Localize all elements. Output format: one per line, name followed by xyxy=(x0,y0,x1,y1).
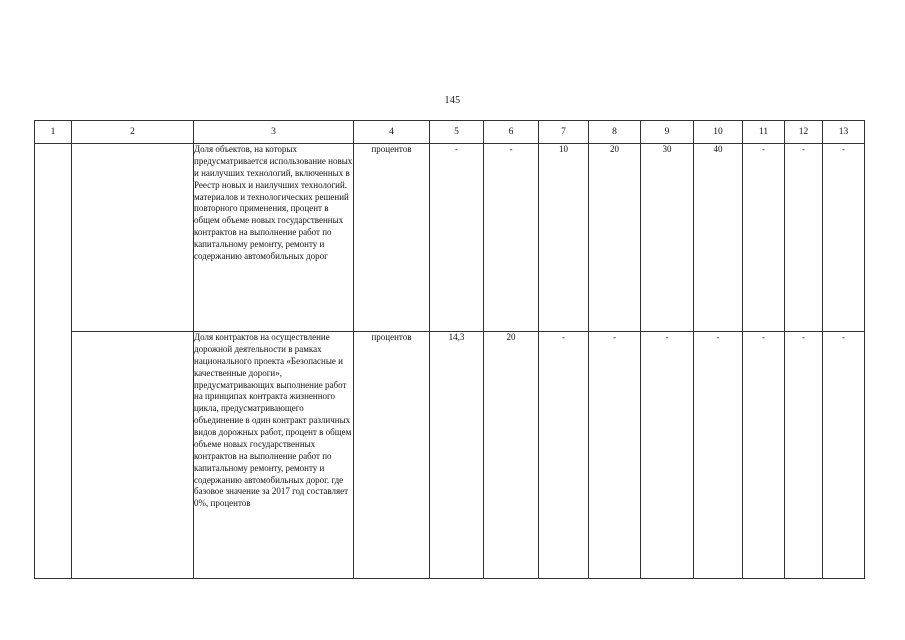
column-header: 3 xyxy=(194,121,354,144)
column-header: 6 xyxy=(484,121,539,144)
unit-cell: процентов xyxy=(354,144,430,332)
table-row xyxy=(35,144,865,332)
value-cell: - xyxy=(430,144,484,332)
table-cell xyxy=(72,144,194,332)
merged-number-cell xyxy=(35,144,72,579)
value-cell: - xyxy=(785,332,823,579)
column-header: 12 xyxy=(785,121,823,144)
column-header: 7 xyxy=(539,121,589,144)
value-cell: - xyxy=(484,144,539,332)
value-cell: - xyxy=(823,332,865,579)
value-cell: - xyxy=(694,332,743,579)
value-cell: 20 xyxy=(589,144,641,332)
column-header: 5 xyxy=(430,121,484,144)
value-cell: 30 xyxy=(641,144,694,332)
table-row xyxy=(35,332,865,579)
indicators-table xyxy=(34,120,865,579)
value-cell: 20 xyxy=(484,332,539,579)
unit-cell: процентов xyxy=(354,332,430,579)
column-header: 9 xyxy=(641,121,694,144)
column-header: 8 xyxy=(589,121,641,144)
value-cell: 10 xyxy=(539,144,589,332)
value-cell: - xyxy=(641,332,694,579)
value-cell: - xyxy=(785,144,823,332)
table-header-row xyxy=(35,121,865,144)
value-cell: - xyxy=(589,332,641,579)
column-header: 11 xyxy=(743,121,785,144)
column-header: 10 xyxy=(694,121,743,144)
value-cell: - xyxy=(823,144,865,332)
column-header: 2 xyxy=(72,121,194,144)
value-cell: - xyxy=(743,144,785,332)
value-cell: 40 xyxy=(694,144,743,332)
value-cell: 14,3 xyxy=(430,332,484,579)
column-header: 4 xyxy=(354,121,430,144)
value-cell: - xyxy=(539,332,589,579)
column-header: 1 xyxy=(35,121,72,144)
indicator-description: Доля контрактов на осуществление дорожной деятельности в рамках национального проекта «Безопасные и качественные дороги», предусматривающих выполнение работ на принципах контракта жизненного цикла, предусматривающего объединение в один контракт различных видов дорожных работ, процент в общем объеме новых государственных контрактов на выполнение работ по капитальному ремонту, ремонту и содержанию автомобильных дорог. где базовое значение за 2017 год составляет 0%, процентов xyxy=(194,332,354,579)
column-header: 13 xyxy=(823,121,865,144)
table-cell xyxy=(72,332,194,579)
value-cell: - xyxy=(743,332,785,579)
page-number: 145 xyxy=(444,95,461,106)
indicator-description: Доля объектов, на которых предусматривается использование новых и наилучших технологий, включенных в Реестр новых и наилучших технологий. материалов и технологических решений повторного применения, процент в общем объеме новых государственных контрактов на выполнение работ по капитальному ремонту, ремонту и содержанию автомобильных дорог xyxy=(194,144,354,332)
